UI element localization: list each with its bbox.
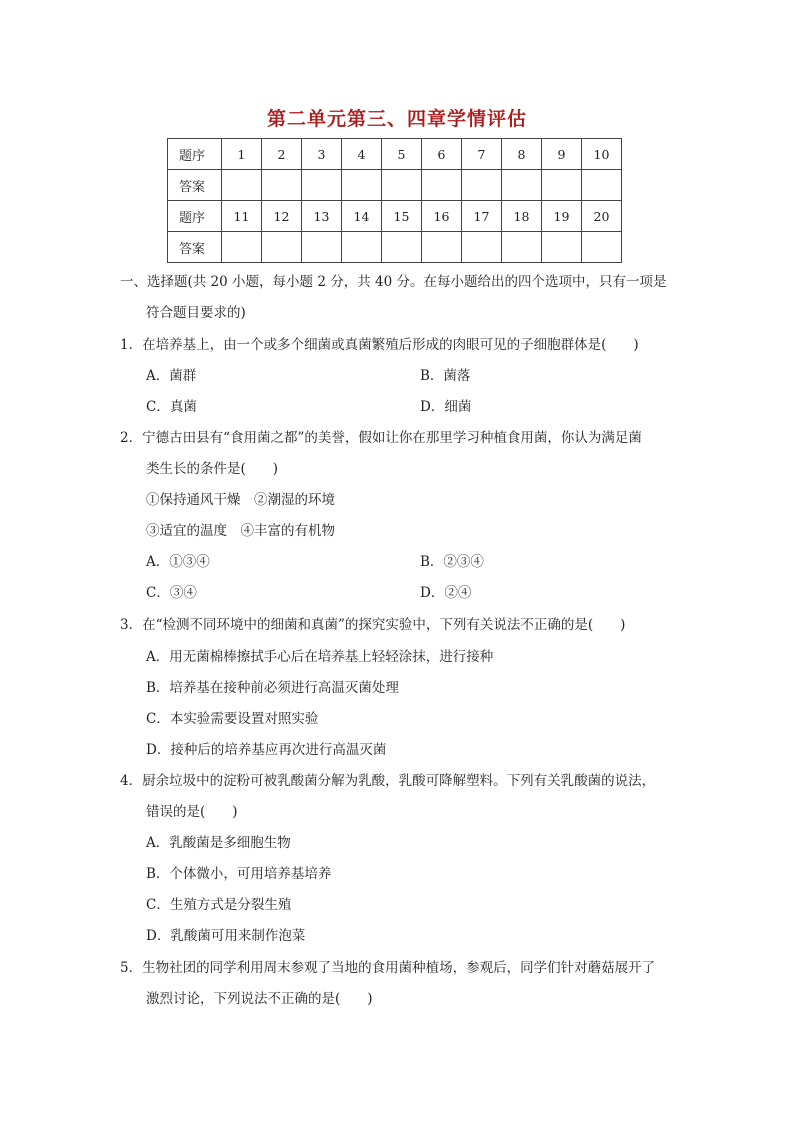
answer-cell[interactable]	[302, 232, 342, 263]
question-1-option-d[interactable]: D．细菌	[420, 399, 472, 415]
answer-cell[interactable]	[582, 232, 622, 263]
question-number-cell: 19	[542, 201, 582, 232]
question-2-option-c[interactable]: C．③④	[146, 585, 197, 601]
question-1-option-a[interactable]: A．菌群	[146, 368, 197, 384]
answer-cell[interactable]	[462, 232, 502, 263]
question-number-cell: 11	[222, 201, 262, 232]
question-number-cell: 12	[262, 201, 302, 232]
table-row-numbers-2	[168, 201, 622, 232]
question-number-cell: 2	[262, 139, 302, 170]
answer-cell[interactable]	[382, 170, 422, 201]
answer-table	[167, 138, 622, 263]
table-row-answers-2	[168, 232, 622, 263]
question-number-cell: 9	[542, 139, 582, 170]
question-number-cell: 20	[582, 201, 622, 232]
question-1-option-c[interactable]: C．真菌	[146, 399, 197, 415]
answer-cell[interactable]	[542, 170, 582, 201]
answer-cell[interactable]	[262, 170, 302, 201]
question-2-sub-line-1: ①保持通风干燥 ②潮湿的环境	[146, 492, 335, 508]
question-number-cell: 4	[342, 139, 382, 170]
page-title: 第二单元第三、四章学情评估	[266, 108, 527, 130]
answer-cell[interactable]	[422, 232, 462, 263]
question-number-cell: 17	[462, 201, 502, 232]
question-4-option-c[interactable]: C．生殖方式是分裂生殖	[146, 897, 292, 913]
question-5-stem-line-1: 5．生物社团的同学利用周末参观了当地的食用菌种植场，参观后，同学们针对蘑菇展开了	[120, 960, 656, 976]
question-4-stem-line-1: 4．厨余垃圾中的淀粉可被乳酸菌分解为乳酸，乳酸可降解塑料。下列有关乳酸菌的说法，	[120, 773, 656, 789]
question-number-cell: 15	[382, 201, 422, 232]
question-4-option-a[interactable]: A．乳酸菌是多细胞生物	[146, 835, 291, 851]
question-3-option-b[interactable]: B．培养基在接种前必须进行高温灭菌处理	[146, 680, 399, 696]
question-3-option-d[interactable]: D．接种后的培养基应再次进行高温灭菌	[146, 742, 387, 758]
answer-cell[interactable]	[222, 232, 262, 263]
row-label-number: 题序	[168, 201, 222, 232]
question-number-cell: 7	[462, 139, 502, 170]
question-number-cell: 14	[342, 201, 382, 232]
answer-cell[interactable]	[502, 232, 542, 263]
question-number-cell: 1	[222, 139, 262, 170]
question-4-option-d[interactable]: D．乳酸菌可用来制作泡菜	[146, 928, 306, 944]
question-4-stem-line-2: 错误的是( )	[146, 804, 238, 820]
question-number-cell: 5	[382, 139, 422, 170]
question-4-option-b[interactable]: B．个体微小，可用培养基培养	[146, 866, 332, 882]
question-1-stem: 1．在培养基上，由一个或多个细菌或真菌繁殖后形成的肉眼可见的子细胞群体是( )	[120, 337, 639, 353]
question-2-stem-line-1: 2．宁德古田县有“食用菌之都”的美誉，假如让你在那里学习种植食用菌，你认为满足菌	[120, 430, 642, 446]
question-2-sub-line-2: ③适宜的温度 ④丰富的有机物	[146, 523, 335, 539]
question-3-option-c[interactable]: C．本实验需要设置对照实验	[146, 711, 319, 727]
question-3-stem: 3．在“检测不同环境中的细菌和真菌”的探究实验中，下列有关说法不正确的是( )	[120, 617, 626, 633]
question-number-cell: 10	[582, 139, 622, 170]
answer-cell[interactable]	[582, 170, 622, 201]
question-2-stem-line-2: 类生长的条件是( )	[146, 461, 279, 477]
question-2-option-b[interactable]: B．②③④	[420, 554, 484, 570]
answer-cell[interactable]	[382, 232, 422, 263]
row-label-answer: 答案	[168, 170, 222, 201]
table-row-numbers-1	[168, 139, 622, 170]
section-heading-line-1: 一、选择题(共 20 小题，每小题 2 分，共 40 分。在每小题给出的四个选项中，只有一项是	[120, 274, 667, 290]
row-label-answer: 答案	[168, 232, 222, 263]
question-number-cell: 18	[502, 201, 542, 232]
question-3-option-a[interactable]: A．用无菌棉棒擦拭手心后在培养基上轻轻涂抹，进行接种	[146, 649, 494, 665]
answer-cell[interactable]	[342, 170, 382, 201]
question-number-cell: 6	[422, 139, 462, 170]
answer-cell[interactable]	[342, 232, 382, 263]
answer-cell[interactable]	[422, 170, 462, 201]
question-number-cell: 16	[422, 201, 462, 232]
question-5-stem-line-2: 激烈讨论，下列说法不正确的是( )	[146, 991, 373, 1007]
row-label-number: 题序	[168, 139, 222, 170]
answer-cell[interactable]	[222, 170, 262, 201]
answer-cell[interactable]	[262, 232, 302, 263]
question-1-option-b[interactable]: B．菌落	[420, 368, 471, 384]
question-number-cell: 8	[502, 139, 542, 170]
question-number-cell: 13	[302, 201, 342, 232]
table-row-answers-1	[168, 170, 622, 201]
question-2-option-d[interactable]: D．②④	[420, 585, 472, 601]
answer-cell[interactable]	[462, 170, 502, 201]
answer-cell[interactable]	[302, 170, 342, 201]
section-heading-line-2: 符合题目要求的)	[146, 305, 246, 321]
answer-cell[interactable]	[502, 170, 542, 201]
question-2-option-a[interactable]: A．①③④	[146, 554, 210, 570]
question-number-cell: 3	[302, 139, 342, 170]
answer-cell[interactable]	[542, 232, 582, 263]
